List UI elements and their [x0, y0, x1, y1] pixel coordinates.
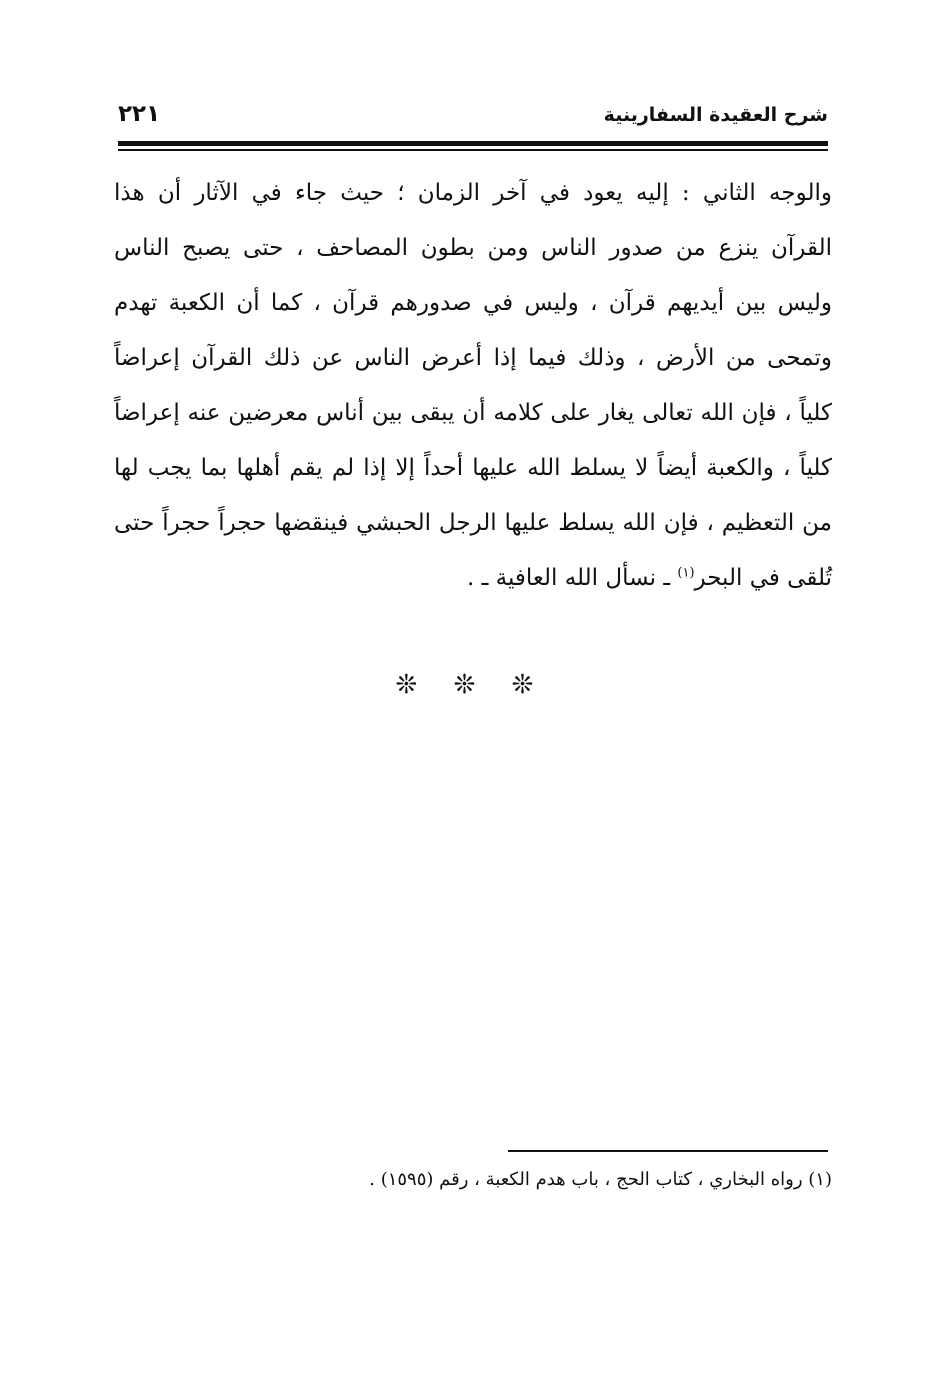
- last-line-text: تُلقى في البحر: [694, 565, 832, 591]
- paragraph-line: وليس بين أيديهم قرآن ، وليس في صدورهم قرآن ، كما أن الكعبة تهدم: [114, 290, 832, 316]
- header-rule-thin: [118, 149, 828, 151]
- paragraph-line: وتمحى من الأرض ، وذلك فيما إذا أعرض الناس عن ذلك القرآن إعراضاً: [114, 345, 832, 371]
- paragraph-line: كلياً ، فإن الله تعالى يغار على كلامه أن يبقى بين أناس معرضين عنه إعراضاً: [114, 400, 832, 426]
- paragraph-last-line: [114, 551, 832, 606]
- page-header: [118, 98, 828, 134]
- section-separator-ornament: ❊ ❊ ❊: [395, 670, 548, 700]
- footnote-rule: [508, 1150, 828, 1152]
- paragraph-line: كلياً ، والكعبة أيضاً لا يسلط الله عليها أحداً إلا إذا لم يقم أهلها بما يجب لها: [114, 455, 832, 481]
- header-rule-thick: [118, 141, 828, 146]
- paragraph-line: القرآن ينزع من صدور الناس ومن بطون المصاحف ، حتى يصبح الناس: [114, 235, 832, 261]
- paragraph-line: والوجه الثاني : إليه يعود في آخر الزمان ؛ حيث جاء في الآثار أن هذا: [114, 180, 832, 206]
- page-number: ٢٢١: [118, 101, 161, 127]
- footnote: (١) رواه البخاري ، كتاب الحج ، باب هدم الكعبة ، رقم (١٥٩٥) .: [369, 1169, 832, 1190]
- last-line-ending: ـ نسأل الله العافية ـ .: [466, 565, 678, 591]
- paragraph-line: من التعظيم ، فإن الله يسلط عليها الرجل الحبشي فينقضها حجراً حجراً حتى: [114, 510, 832, 536]
- main-paragraph: [114, 166, 832, 606]
- footnote-reference[interactable]: (١): [677, 565, 695, 581]
- book-title: شرح العقيدة السفارينية: [603, 104, 828, 126]
